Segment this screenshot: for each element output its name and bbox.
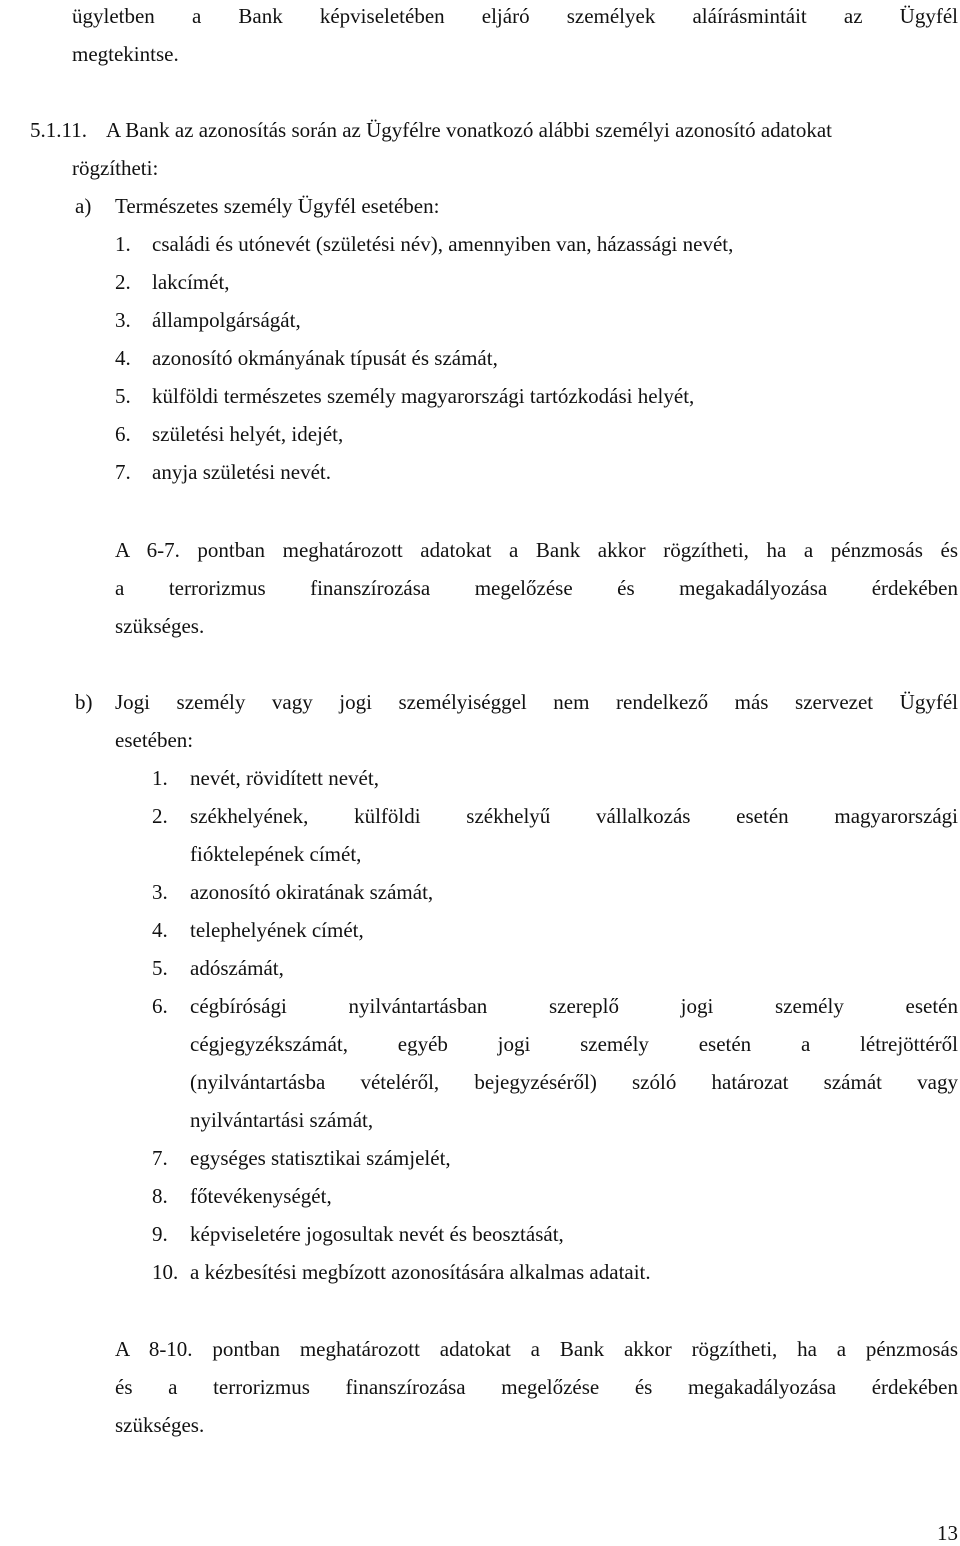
intro-line-1: ügyletben a Bank képviseletében eljáró személyek aláírásmintáit az Ügyfél bbox=[72, 4, 958, 28]
part-a-item-text: állampolgárságát, bbox=[152, 308, 301, 332]
part-a-item-number: 7. bbox=[115, 460, 131, 484]
part-a-item-text: családi és utónevét (születési név), amennyiben van, házassági nevét, bbox=[152, 232, 734, 256]
part-b-item-number: 3. bbox=[152, 880, 168, 904]
page-number: 13 bbox=[937, 1521, 958, 1545]
part-b-item-text: a kézbesítési megbízott azonosítására alkalmas adatait. bbox=[190, 1260, 651, 1284]
part-b-note-line-1: A 8-10. pontban meghatározott adatokat a Bank akkor rögzítheti, ha a pénzmosás bbox=[115, 1337, 958, 1361]
part-a-note-line-3: szükséges. bbox=[115, 614, 205, 638]
part-b-item-text: (nyilvántartásba vételéről, bejegyzéséről) szóló határozat számát vagy bbox=[190, 1070, 958, 1094]
part-b-item-text: cégbírósági nyilvántartásban szereplő jogi személy esetén bbox=[190, 994, 958, 1018]
part-a-note-line-2: a terrorizmus finanszírozása megelőzése és megakadályozása érdekében bbox=[115, 576, 958, 600]
part-b-item-text: nyilvántartási számát, bbox=[190, 1108, 374, 1132]
part-b-item-text: nevét, rövidített nevét, bbox=[190, 766, 379, 790]
part-b-item-text: egységes statisztikai számjelét, bbox=[190, 1146, 451, 1170]
part-b-item-number: 7. bbox=[152, 1146, 168, 1170]
part-b-item-number: 8. bbox=[152, 1184, 168, 1208]
part-b-item-text: cégjegyzékszámát, egyéb jogi személy esetén a létrejöttéről bbox=[190, 1032, 958, 1056]
part-b-item-number: 6. bbox=[152, 994, 168, 1018]
part-b-marker: b) bbox=[75, 690, 93, 714]
part-b-item-text: azonosító okiratának számát, bbox=[190, 880, 434, 904]
part-b-heading-line-1: Jogi személy vagy jogi személyiséggel nem rendelkező más szervezet Ügyfél bbox=[115, 690, 958, 714]
intro-line-2: megtekintse. bbox=[72, 42, 179, 66]
part-b-item-text: székhelyének, külföldi székhelyű vállalkozás esetén magyarországi bbox=[190, 804, 958, 828]
part-b-item-text: telephelyének címét, bbox=[190, 918, 364, 942]
part-a-item-text: külföldi természetes személy magyarországi tartózkodási helyét, bbox=[152, 384, 695, 408]
part-b-item-text: adószámát, bbox=[190, 956, 284, 980]
part-b-item-text: fióktelepének címét, bbox=[190, 842, 362, 866]
part-b-heading-line-2: esetében: bbox=[115, 728, 194, 752]
part-b-item-number: 5. bbox=[152, 956, 168, 980]
section-line-2: rögzítheti: bbox=[72, 156, 159, 180]
part-b-note-line-2: és a terrorizmus finanszírozása megelőzése és megakadályozása érdekében bbox=[115, 1375, 958, 1399]
part-b-item-number: 1. bbox=[152, 766, 168, 790]
part-b-item-number: 9. bbox=[152, 1222, 168, 1246]
section-line-1: A Bank az azonosítás során az Ügyfélre vonatkozó alábbi személyi azonosító adatokat bbox=[106, 118, 832, 142]
part-a-marker: a) bbox=[75, 194, 92, 218]
part-a-item-number: 1. bbox=[115, 232, 131, 256]
section-number: 5.1.11. bbox=[30, 118, 87, 142]
part-b-item-text: főtevékenységét, bbox=[190, 1184, 332, 1208]
part-a-item-text: lakcímét, bbox=[152, 270, 230, 294]
part-b-item-text: képviseletére jogosultak nevét és beosztását, bbox=[190, 1222, 564, 1246]
part-b-item-number: 10. bbox=[152, 1260, 179, 1284]
part-a-item-number: 3. bbox=[115, 308, 131, 332]
part-a-item-text: születési helyét, idejét, bbox=[152, 422, 344, 446]
part-b-note-line-3: szükséges. bbox=[115, 1413, 205, 1437]
part-b-item-number: 4. bbox=[152, 918, 168, 942]
part-b-item-number: 2. bbox=[152, 804, 168, 828]
part-a-heading: Természetes személy Ügyfél esetében: bbox=[115, 194, 440, 218]
part-a-item-number: 2. bbox=[115, 270, 131, 294]
part-a-item-number: 5. bbox=[115, 384, 131, 408]
part-a-item-text: azonosító okmányának típusát és számát, bbox=[152, 346, 498, 370]
part-a-item-number: 4. bbox=[115, 346, 131, 370]
part-a-note-line-1: A 6-7. pontban meghatározott adatokat a Bank akkor rögzítheti, ha a pénzmosás és bbox=[115, 538, 958, 562]
part-a-item-text: anyja születési nevét. bbox=[152, 460, 332, 484]
part-a-item-number: 6. bbox=[115, 422, 131, 446]
